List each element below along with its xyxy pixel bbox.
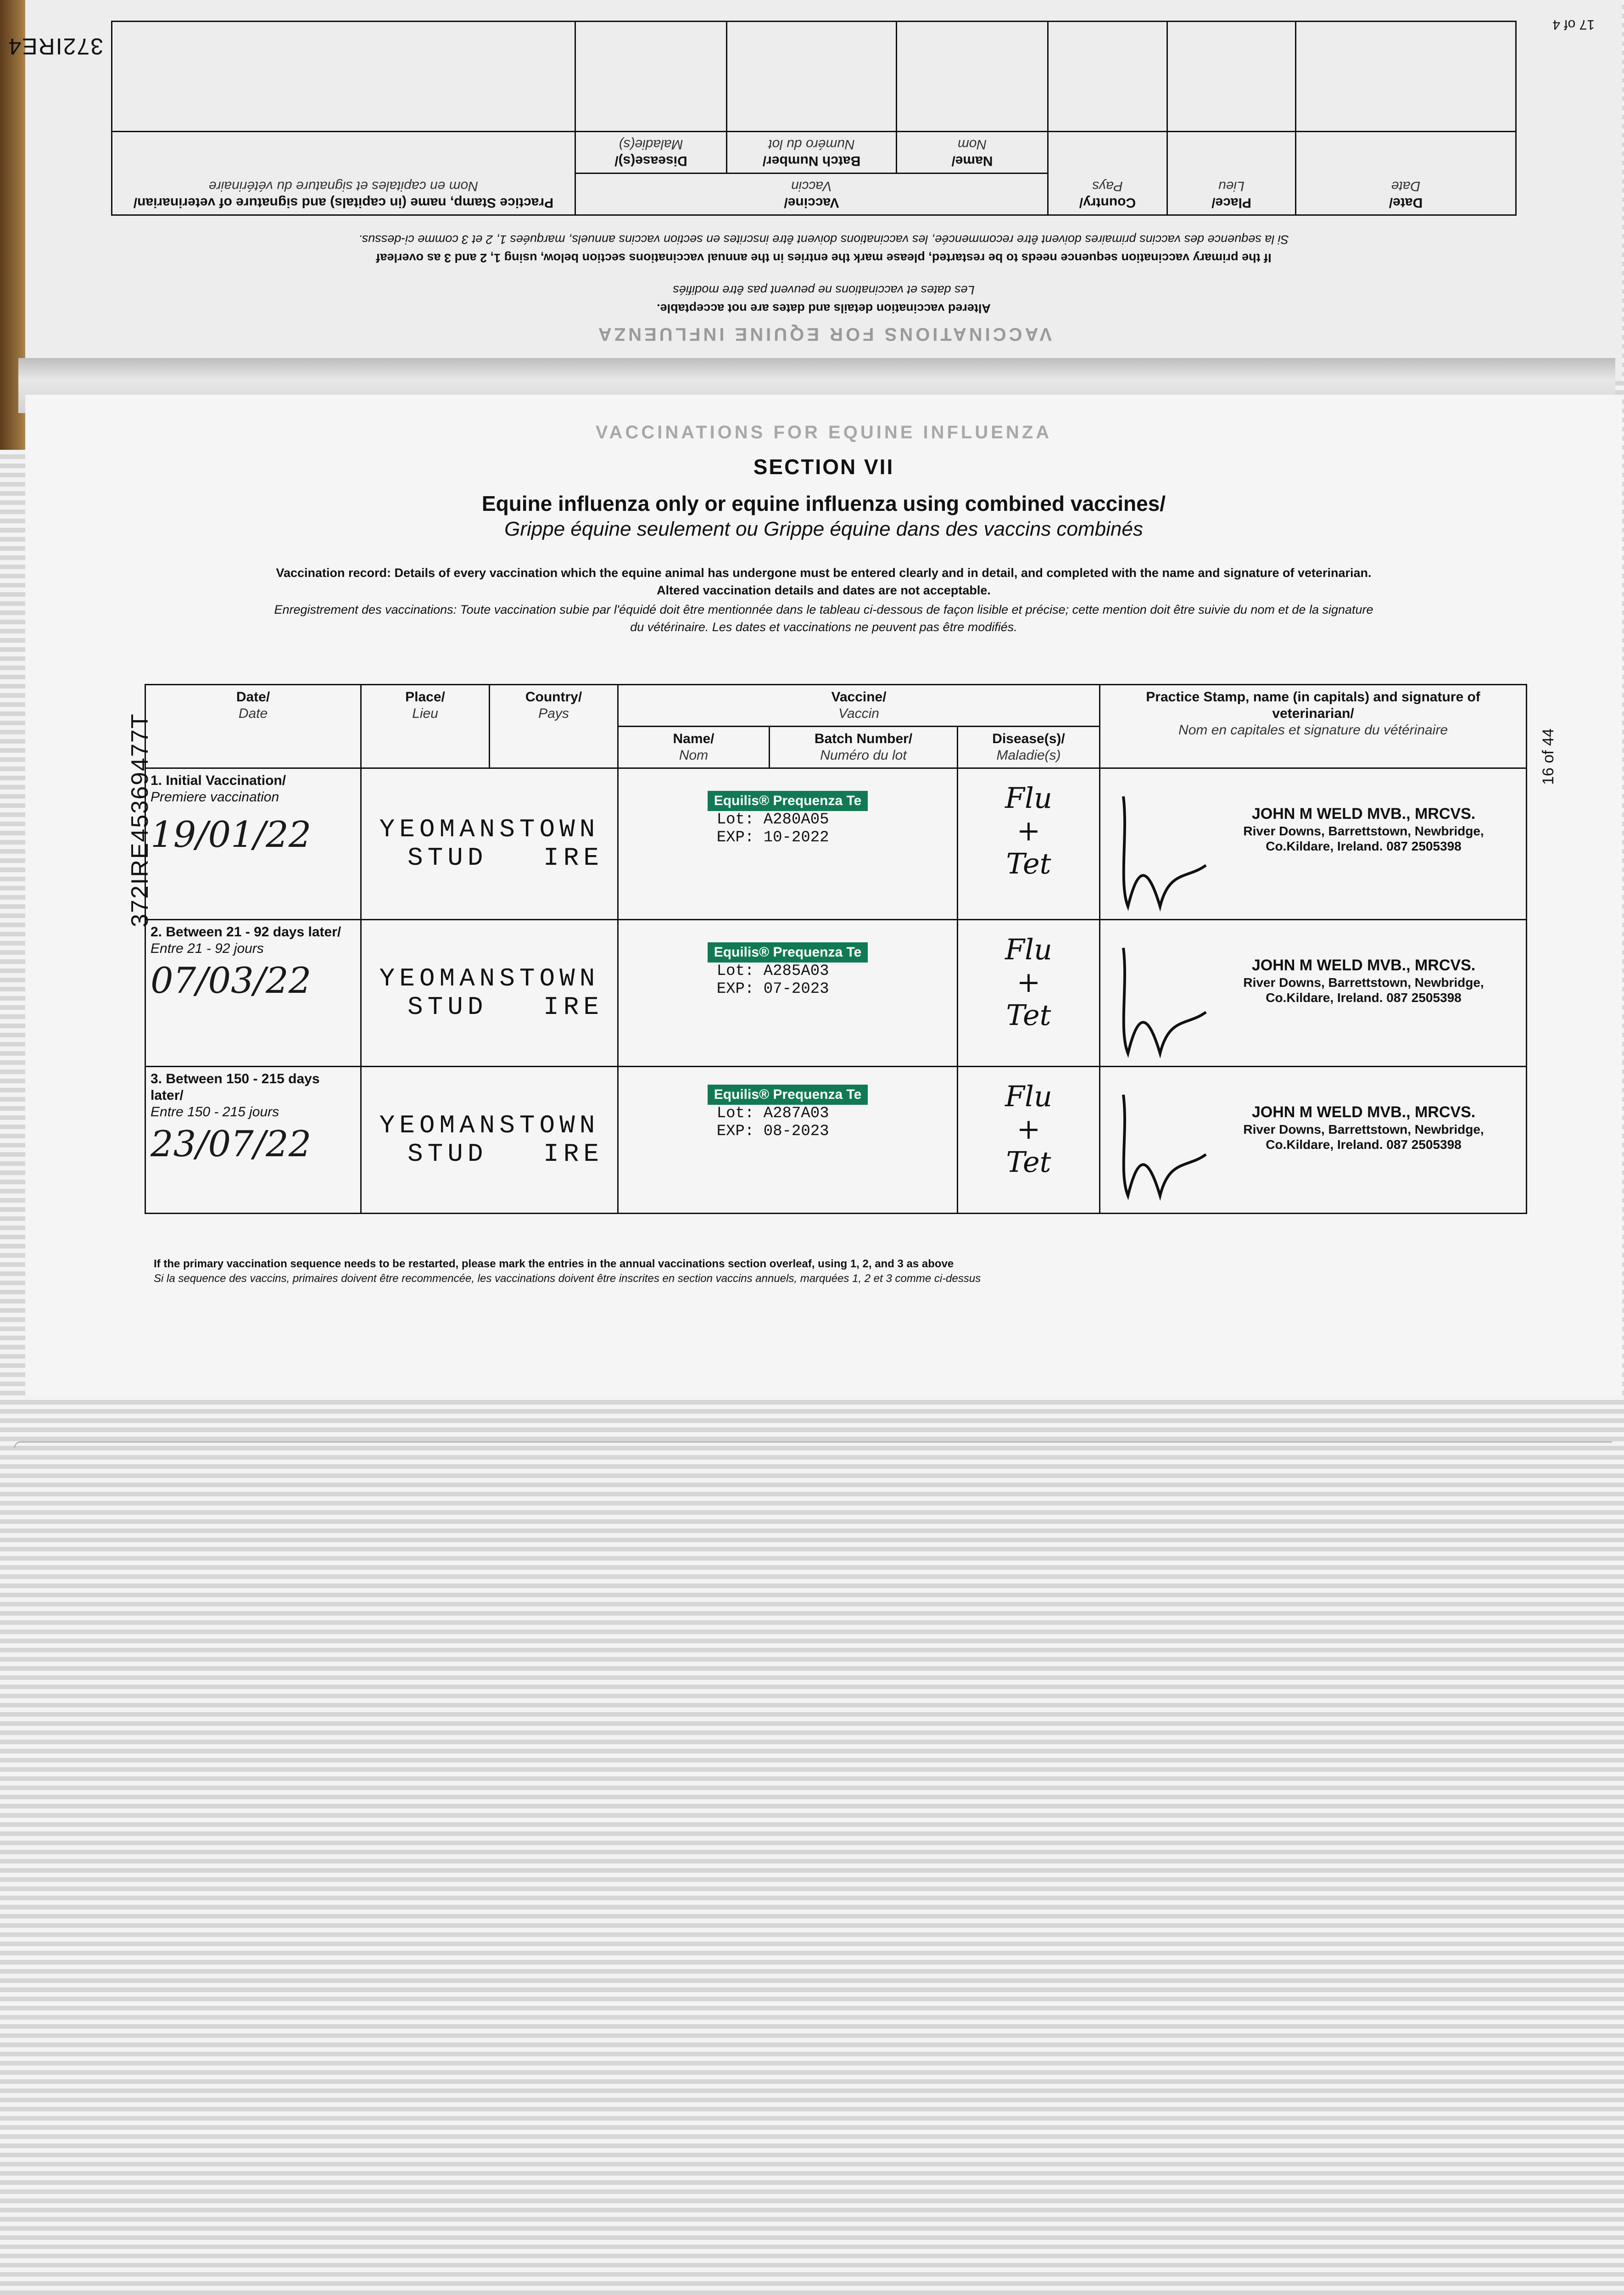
header-practice-stamp: Practice Stamp, name (in capitals) and signature of veterinarian/ Nom en capitales et signature du vétérinaire xyxy=(1100,685,1527,768)
place-stamp-line2: STUD xyxy=(407,843,488,873)
vet-name: JOHN M WELD MVB., MRCVS. xyxy=(1251,1103,1476,1121)
disease-line1: Flu xyxy=(1005,1080,1052,1113)
facing-header-disease: Disease(s)/ Maladie(s) xyxy=(575,132,726,174)
signature-icon xyxy=(1110,1076,1211,1205)
disease-line2: + xyxy=(1016,1112,1041,1146)
facing-page-heading: VACCINATIONS FOR EQUINE INFLUENZA xyxy=(595,324,1052,344)
vaccination-table xyxy=(145,684,1527,1214)
vaccination-date: 19/01/22 xyxy=(151,814,312,856)
table-row xyxy=(145,768,1527,920)
vet-stamp-cell xyxy=(1100,1067,1527,1214)
disease-line1: Flu xyxy=(1005,781,1052,815)
vaccine-brand: Equilis® Prequenza Te xyxy=(708,791,868,811)
facing-page-restart-fr: Si la sequence des vaccins primaires doivent être recommencée, les vaccinations doivent être inscrites en section vaccins annuels, marquées 1, 2 et 3 comme ci-dessus. xyxy=(358,233,1289,246)
footer-restart-fr: Si la sequence des vaccins, primaires doivent être recommencée, les vaccinations doivent être inscrites en section vaccins annuels, marquées 1, 2 et 3 comme ci-dessus xyxy=(154,1272,981,1285)
row-label-fr: Premiere vaccination xyxy=(151,789,279,805)
header-disease: Disease(s)/ Maladie(s) xyxy=(958,727,1100,768)
table-row xyxy=(145,1067,1527,1214)
section-title-fr: Grippe équine seulement ou Grippe équine dans des vaccins combinés xyxy=(504,518,1143,540)
disease-line2: + xyxy=(1016,814,1041,848)
row-label: 3. Between 150 - 215 days later/ xyxy=(151,1071,320,1103)
record-note-en-2: Altered vaccination details and dates are not acceptable. xyxy=(657,583,991,597)
vaccination-date-cell xyxy=(145,1067,361,1214)
facing-header-name: Name/ Nom xyxy=(897,132,1048,174)
vaccine-brand: Equilis® Prequenza Te xyxy=(708,1085,868,1105)
table-row xyxy=(145,920,1527,1067)
vaccine-expiry: EXP: 07-2023 xyxy=(716,980,829,998)
vaccine-label-cell xyxy=(618,768,958,920)
vaccine-lot: Lot: A287A03 xyxy=(716,1105,829,1122)
page-number: 16 of 44 xyxy=(1540,728,1557,785)
footer-restart-en: If the primary vaccination sequence needs to be restarted, please mark the entries in the annual vaccinations section overleaf, using 1, 2, and 3 as above xyxy=(154,1258,954,1270)
vaccine-sticker xyxy=(708,942,868,998)
place-stamp-line2: STUD xyxy=(407,1139,488,1169)
facing-page-note-fr: Les dates et vaccinations ne peuvent pas être modifiés xyxy=(673,283,975,297)
vet-address-line1: River Downs, Barrettstown, Newbridge, xyxy=(1243,823,1484,838)
vaccine-sticker xyxy=(708,791,868,847)
disease-cell xyxy=(958,1067,1100,1214)
disease-line3: Tet xyxy=(1006,998,1051,1032)
disease-cell xyxy=(958,768,1100,920)
document-id-side: 372IRE45369477T xyxy=(127,713,153,927)
place-stamp-line1: YEOMANSTOWN xyxy=(379,1110,600,1140)
header-vaccine: Vaccine/ Vaccin xyxy=(618,685,1100,727)
facing-page-restart-en: If the primary vaccination sequence needs to be restarted, please mark the entries in the annual vaccinations section below, using 1, 2 and 3 as overleaf xyxy=(376,251,1272,265)
header-date: Date/ Date xyxy=(145,685,361,768)
facing-page-content xyxy=(7,0,1622,381)
disease-line3: Tet xyxy=(1006,846,1051,880)
place-country-cell xyxy=(361,1067,618,1214)
vaccination-date-cell xyxy=(145,768,361,920)
row-label: 1. Initial Vaccination/ xyxy=(151,773,286,788)
place-country-cell xyxy=(361,920,618,1067)
disease-line3: Tet xyxy=(1006,1145,1051,1179)
row-label-fr: Entre 21 - 92 jours xyxy=(151,941,264,956)
facing-page-table xyxy=(111,21,1517,216)
vaccination-date: 23/07/22 xyxy=(151,1124,312,1165)
vaccine-lot: Lot: A280A05 xyxy=(716,811,829,828)
facing-page xyxy=(7,0,1622,381)
facing-header-batch: Batch Number/ Numéro du lot xyxy=(727,132,897,174)
disease-line2: + xyxy=(1016,965,1041,999)
vet-address-line2: Co.Kildare, Ireland. 087 2505398 xyxy=(1266,839,1462,854)
vaccine-brand: Equilis® Prequenza Te xyxy=(708,942,868,963)
place-stamp-line1: YEOMANSTOWN xyxy=(379,963,600,993)
vet-name: JOHN M WELD MVB., MRCVS. xyxy=(1251,805,1476,823)
header-vaccine-name: Name/ Nom xyxy=(618,727,770,768)
facing-header-vaccine: Vaccine/ Vaccin xyxy=(575,174,1048,215)
signature-icon xyxy=(1110,929,1211,1063)
vet-address-line2: Co.Kildare, Ireland. 087 2505398 xyxy=(1266,991,1462,1005)
place-stamp-line1: YEOMANSTOWN xyxy=(379,814,600,844)
section-title-en: Equine influenza only or equine influenza using combined vaccines/ xyxy=(481,492,1166,515)
page-edge xyxy=(14,1441,1612,1448)
vet-address-line1: River Downs, Barrettstown, Newbridge, xyxy=(1243,1122,1484,1136)
header-place: Place/ Lieu xyxy=(361,685,490,768)
record-note-en: Vaccination record: Details of every vaccination which the equine animal has undergone must be entered clearly and in detail, and completed with the name and signature of veterinarian. xyxy=(276,566,1372,580)
record-note-fr-2: du vétérinaire. Les dates et vaccinations ne peuvent pas être modifiés. xyxy=(630,620,1017,634)
place-stamp-line2: STUD xyxy=(407,992,488,1022)
vaccine-label-cell xyxy=(618,1067,958,1214)
faded-section-heading: VACCINATIONS FOR EQUINE INFLUENZA xyxy=(595,422,1052,442)
facing-header-place: Place/ Lieu xyxy=(1167,132,1296,215)
place-country-cell xyxy=(361,768,618,920)
row-label: 2. Between 21 - 92 days later/ xyxy=(151,924,341,940)
passport-page xyxy=(25,395,1622,1395)
country-stamp: IRE xyxy=(543,843,603,873)
section-number: SECTION VII xyxy=(753,455,894,479)
header-batch-number: Batch Number/ Numéro du lot xyxy=(770,727,958,768)
row-label-fr: Entre 150 - 215 jours xyxy=(151,1104,279,1120)
vet-stamp-cell xyxy=(1100,920,1527,1067)
facing-page-id: 372IRE4 xyxy=(7,34,103,59)
vet-address-line1: River Downs, Barrettstown, Newbridge, xyxy=(1243,975,1484,990)
facing-header-country: Country/ Pays xyxy=(1048,132,1167,215)
disease-line1: Flu xyxy=(1005,933,1052,966)
facing-page-note-en: Altered vaccination details and dates are not acceptable. xyxy=(657,302,991,315)
vaccine-lot: Lot: A285A03 xyxy=(716,963,829,980)
vaccine-expiry: EXP: 08-2023 xyxy=(716,1123,829,1141)
disease-cell xyxy=(958,920,1100,1067)
facing-header-practice: Practice Stamp, name (in capitals) and signature of veterinarian/ Nom en capitales et signature du vétérinaire xyxy=(112,132,575,215)
vaccination-date: 07/03/22 xyxy=(151,960,312,1002)
country-stamp: IRE xyxy=(543,1139,603,1169)
vaccination-date-cell xyxy=(145,920,361,1067)
header-country: Country/ Pays xyxy=(490,685,618,768)
vet-address-line2: Co.Kildare, Ireland. 087 2505398 xyxy=(1266,1137,1462,1152)
signature-icon xyxy=(1110,778,1211,916)
vet-name: JOHN M WELD MVB., MRCVS. xyxy=(1251,957,1476,974)
vet-stamp-cell xyxy=(1100,768,1527,920)
record-note-fr: Enregistrement des vaccinations: Toute vaccination subie par l'équidé doit être mentionnée dans le tableau ci-dessous de façon lisible et précise; cette mention doit être suivie du nom et de la signature xyxy=(274,603,1373,616)
country-stamp: IRE xyxy=(543,992,603,1022)
vaccine-sticker xyxy=(708,1085,868,1141)
facing-page-number: 17 of 4 xyxy=(1552,17,1595,32)
vaccine-label-cell xyxy=(618,920,958,1067)
vaccine-expiry: EXP: 10-2022 xyxy=(716,829,829,847)
facing-header-date: Date/ Date xyxy=(1296,132,1516,215)
